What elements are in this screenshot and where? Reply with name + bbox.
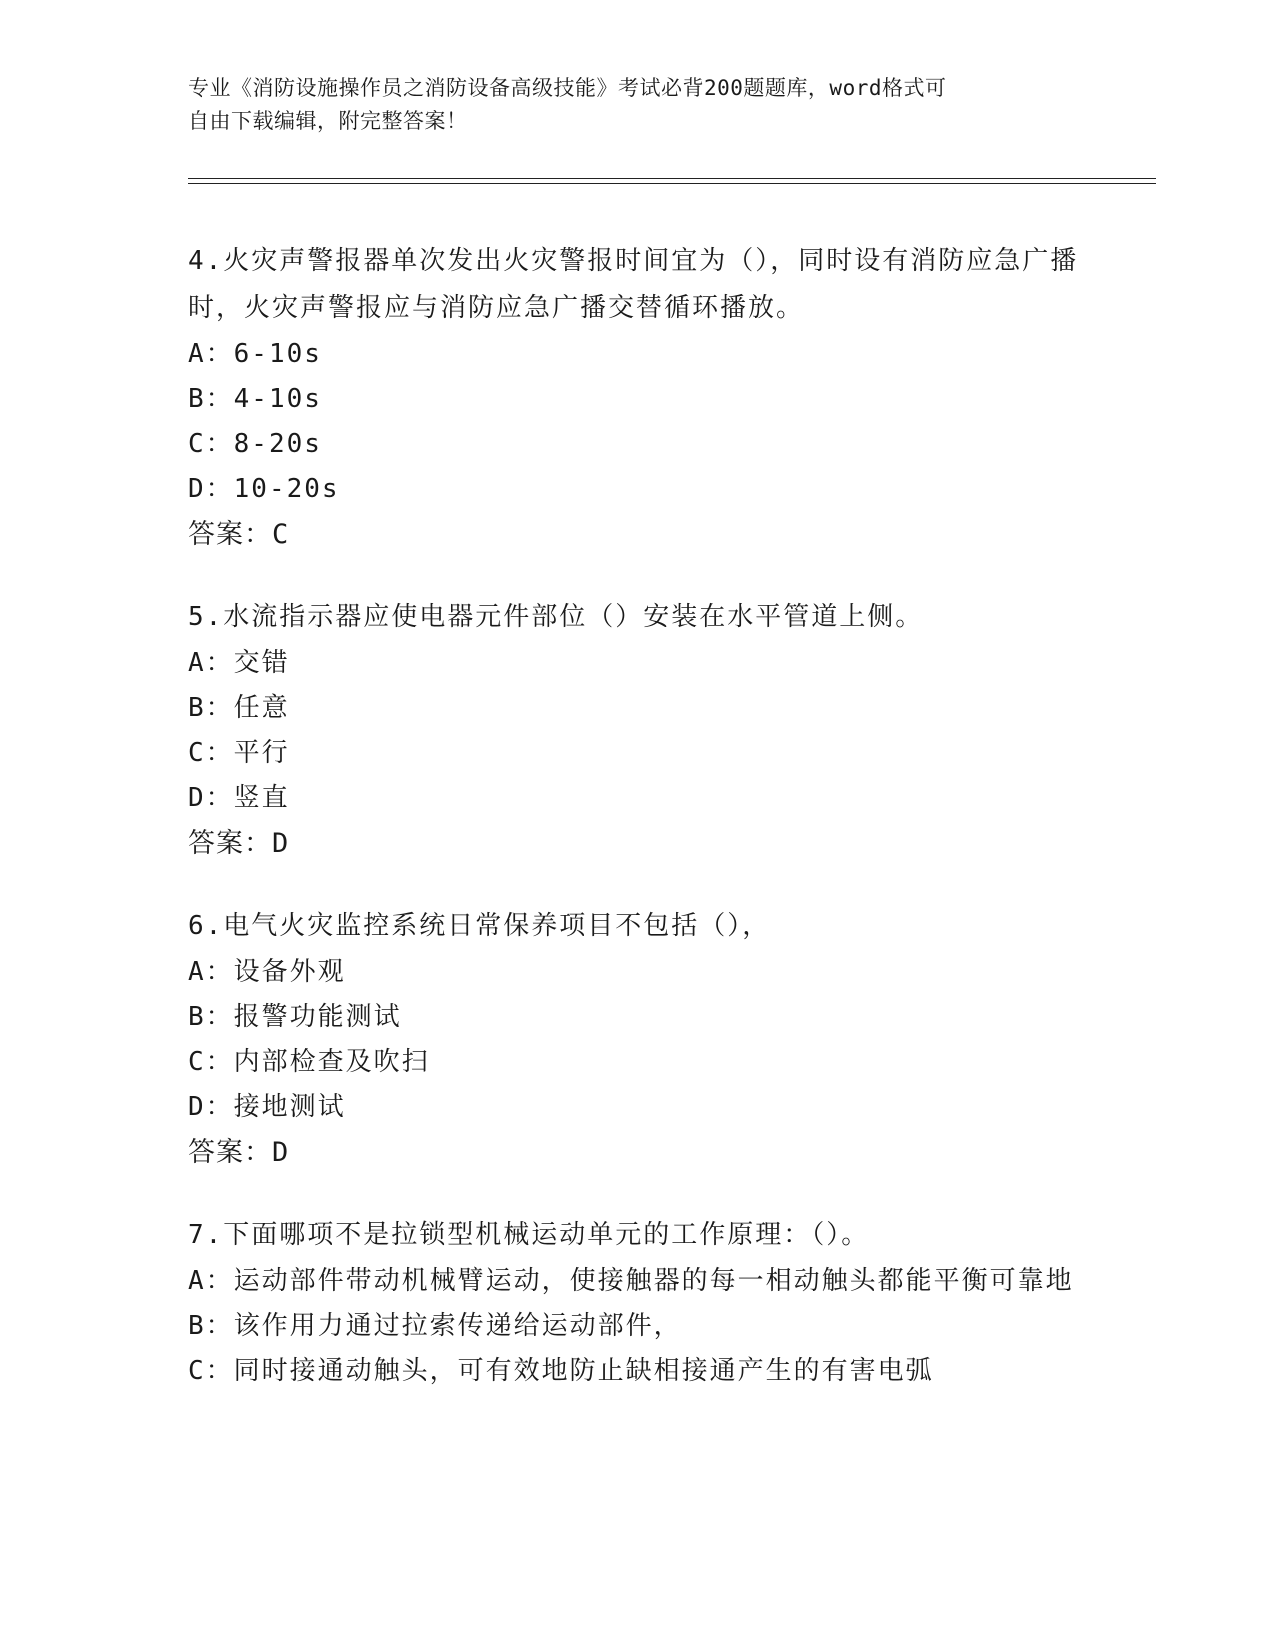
option-c: C：同时接通动触头，可有效地防止缺相接通产生的有害电弧: [188, 1356, 934, 1386]
question-item: [188, 238, 1088, 558]
question-text: 4.火灾声警报器单次发出火灾警报时间宜为（），同时设有消防应急广播时，火灾声警报应与消防应急广播交替循环播放。: [188, 246, 1079, 323]
option-b: B：该作用力通过拉索传递给运动部件，: [188, 1311, 682, 1341]
option-a: A：运动部件带动机械臂运动，使接触器的每一相动触头都能平衡可靠地: [188, 1266, 1074, 1296]
option-b: B：4-10s: [188, 384, 322, 414]
option-c: C：8-20s: [188, 429, 322, 459]
option-a: A：交错: [188, 648, 290, 678]
header-divider-bottom: [188, 183, 1156, 184]
question-item: [188, 1212, 1088, 1394]
answer-line: 答案：D: [188, 1137, 290, 1168]
option-b: B：任意: [188, 693, 290, 723]
option-d: D：竖直: [188, 783, 290, 813]
option-a: A：设备外观: [188, 957, 346, 987]
question-text: 6.电气火灾监控系统日常保养项目不包括（），: [188, 911, 771, 941]
header-line-2: 自由下载编辑，附完整答案！: [188, 109, 468, 133]
question-item: [188, 594, 1088, 867]
header-line-1: 专业《消防设施操作员之消防设备高级技能》考试必背200题题库，word格式可: [188, 76, 947, 100]
option-c: C：内部检查及吹扫: [188, 1047, 430, 1077]
option-a: A：6-10s: [188, 339, 322, 369]
option-c: C：平行: [188, 738, 290, 768]
answer-line: 答案：C: [188, 519, 290, 550]
answer-line: 答案：D: [188, 828, 290, 859]
option-b: B：报警功能测试: [188, 1002, 402, 1032]
question-text: 5.水流指示器应使电器元件部位（）安装在水平管道上侧。: [188, 602, 924, 632]
question-list: [188, 238, 1088, 1430]
option-d: D：接地测试: [188, 1092, 346, 1122]
header-divider-top: [188, 178, 1156, 179]
question-item: [188, 903, 1088, 1176]
question-text: 7.下面哪项不是拉锁型机械运动单元的工作原理：（）。: [188, 1220, 870, 1250]
document-header: [188, 72, 1088, 138]
option-d: D：10-20s: [188, 474, 340, 504]
